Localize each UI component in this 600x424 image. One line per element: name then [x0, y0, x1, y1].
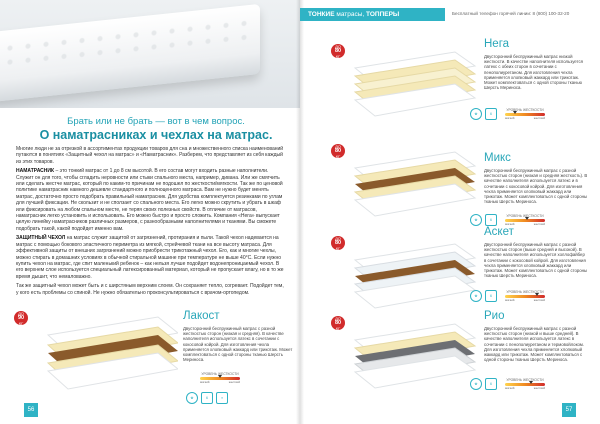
product-image-rio: [325, 312, 475, 408]
scale-bar: [505, 383, 545, 386]
badge-value: 80: [334, 319, 342, 326]
height-icon: [485, 378, 497, 390]
product-name-lakost: Лакост: [183, 310, 220, 322]
page-fold: [296, 0, 304, 424]
article-paragraph: [16, 168, 284, 232]
product-desc-lakost: Двусторонний беспружинный матрас с разной жесткостью сторон (низкая и средняя). В качестве наполнителя используется латекс в сочетании с кокосовой койрой. Для изготовления чехла применяется хлопковый жаккард или трикотаж. Может комплектоваться с одной стороны тканью Шерсть Мериноса.: [183, 326, 293, 363]
scale-max: жесткий: [533, 116, 545, 120]
product-name-nega: Нега: [484, 38, 510, 50]
article-paragraph: [16, 235, 284, 280]
tab-word-1: ТОНКИЕ: [308, 11, 335, 18]
scale-pointer: [529, 381, 533, 384]
product-desc-asket: Двусторонний беспружинный матрас с разной жесткостью сторон (выше средней и высокой). В качестве наполнителя используется холлофайбер в сочетании с кокосовой койрой. Для изготовления чехла применяется хлопковый жаккард или трикотаж. Может комплектоваться с одной стороны тканью Шерсть Мериноса.: [484, 242, 588, 279]
scale-label: УРОВЕНЬ ЖЕСТКОСТИ: [506, 214, 544, 218]
sheep-icon: ❀: [470, 378, 482, 390]
intro-subtitle: Брать или не брать — вот в чем вопрос.: [67, 116, 245, 127]
scale-min: мягкий: [505, 116, 515, 120]
badge-unit: КГ: [335, 245, 341, 251]
product-name-miks: Микс: [484, 152, 511, 164]
badge-top: ДО: [335, 143, 341, 149]
sheep-icon: ❀: [470, 214, 482, 226]
height-value: 6: [490, 382, 492, 386]
scale-max: жесткий: [533, 222, 545, 226]
scale-max: жесткий: [533, 386, 545, 390]
weight-badge: [331, 236, 345, 250]
badge-unit: КГ: [18, 320, 24, 326]
weight-badge: [331, 316, 345, 330]
product-desc-miks: Двусторонний беспружинный матрас с разной жесткостью сторон (низкая и средняя жесткость). В качестве наполнителя используется латекс и в сочетании с кокосовой койрой. Для изготовления чехла применяется хлопковый жаккард или трикотаж. Может комплектоваться с одной стороны тканью Шерсть Мериноса.: [484, 168, 588, 205]
badge-unit: КГ: [335, 53, 341, 59]
badge-value: 90: [17, 314, 25, 321]
scale-pointer: [525, 217, 529, 220]
article-body: [16, 146, 284, 299]
firmness-scale-nega: [505, 108, 545, 126]
intro-title: О наматрасниках и чехлах на матрас.: [39, 128, 273, 142]
height-icon: [485, 108, 497, 120]
badge-value: 80: [334, 239, 342, 246]
feature-icons-nega: [470, 108, 497, 120]
mattress-layers-lakost: [8, 305, 178, 401]
scale-bar: [505, 219, 545, 222]
feature-icons-rio: [470, 378, 497, 390]
weight-badge: [331, 144, 345, 158]
height-icon: [485, 214, 497, 226]
product-name-asket: Аскет: [484, 226, 514, 238]
sheep-icon: ❀: [186, 392, 198, 404]
firmness-scale-asket: [505, 290, 545, 308]
scale-pointer: [513, 111, 517, 114]
height-value: 6: [490, 294, 492, 298]
badge-top: ДО: [335, 43, 341, 49]
section-tab: [300, 8, 445, 21]
article-text: – это тонкий матрас от 1 до 8 см высотой. В его состав могут входить разные наполнители. Служит он для того, чтобы сгладить неровности или стыки спального места, например, дивана. Или же смягчить или сделать жестче матрас, который по каким-то причинам не подошел по жесткости/мягкости. Так же по ценовой политике наматрасник намного дешевле стандартного и полноценного матраса. Вам не нужно будет менять матрас, достаточно просто подобрать правильный наматрасник. Для удобства комплектуется резинками по углам для лучшей фиксации. Не скользит и не сползает со спального места. Его легко можно скрутить и убрать в шкаф или фиксировать на любом спальном месте, не теряя своих полезных свойств. В отличие от матрасов, наматрасник легко установить и использовать. Его можно быстро и просто сложить. Компания «Нега» выпускает целую линейку наматрасников различных размеров, с разнообразными наполнителями и тканями. Вы сможете подобрать такой, какой подойдет именно вам.: [16, 168, 283, 232]
height-value: 6: [490, 218, 492, 222]
scale-max: жесткий: [228, 380, 240, 384]
hero-photo: [0, 0, 300, 108]
term-cover: ЗАЩИТНЫЙ ЧЕХОЛ: [16, 235, 66, 242]
scale-label: УРОВЕНЬ ЖЕСТКОСТИ: [506, 108, 544, 112]
height-icon: [201, 392, 213, 404]
page-number-right: 57: [562, 403, 576, 417]
scale-label: УРОВЕНЬ ЖЕСТКОСТИ: [506, 378, 544, 382]
height-value: 6: [206, 396, 208, 400]
tab-word-2: матрасы,: [334, 11, 367, 18]
firmness-scale-lakost: [200, 372, 240, 390]
mattress-layers-miks: [325, 140, 485, 230]
layers-icon: ≡: [216, 392, 228, 404]
scale-min: мягкий: [505, 222, 515, 226]
sheep-icon: ❀: [470, 108, 482, 120]
scale-label: УРОВЕНЬ ЖЕСТКОСТИ: [201, 372, 239, 376]
product-image-miks: [325, 140, 475, 236]
scale-label: УРОВЕНЬ ЖЕСТКОСТИ: [506, 290, 544, 294]
badge-unit: КГ: [335, 153, 341, 159]
scale-max: жесткий: [533, 298, 545, 302]
product-desc-rio: Двусторонний беспружинный матрас с разной жесткостью сторон (низкой и выше средней). В качестве наполнителя используется латекс в сочетании с пенополиуретаном и термовойлоком. Для изготовления чехла применяется хлопковый жаккард или трикотаж. Может комплектоваться с одной стороны тканью Шерсть Мериноса.: [484, 326, 585, 363]
scale-min: мягкий: [505, 298, 515, 302]
feature-icons-asket: [470, 290, 497, 302]
badge-value: 80: [334, 47, 342, 54]
page-number-left: 56: [24, 403, 38, 417]
tab-word-3: ТОППЕРЫ: [366, 11, 400, 18]
height-icon: [485, 290, 497, 302]
article-text: на матрас служит защитой от загрязнений, протирания и пыли. Такой чехол надевается на матрас с помощью бокового эластичного периметра из мягкой, стрейчевой ткани на все высоту матраса. Для эффективной защиты от внешних загрязнений можно приобрести трикотажный чехол. Его, как и многие чехлы, можно стирать в домашних условиях в обычной стиральной машине при температуре не выше 40°С. Если нужно купить чехол на матрас, где спит маленький ребенок – как нельзя лучше подойдет водонепроницаемый чехол. В его верхнем слое используется специальный латексированный материал, который не пропускает влагу, но в то же время дышит, что немаловажно.: [16, 235, 284, 280]
weight-badge: [331, 44, 345, 58]
product-image-nega: [325, 40, 475, 136]
scale-pointer: [535, 293, 539, 296]
scale-bar: [200, 377, 240, 380]
product-image-lakost: [8, 305, 158, 401]
badge-unit: КГ: [335, 325, 341, 331]
weight-badge: [14, 311, 28, 325]
intro-heading: [28, 116, 284, 142]
scale-bar: [505, 113, 545, 116]
height-value: 6: [490, 112, 492, 116]
product-desc-nega: Двусторонний беспружинный матрас низкой жесткости. В качестве наполнителя используется латекс с обеих сторон в сочетании с пенополиуретаном. Для изготовления чехла применяется хлопковый жаккард или трикотаж. Может комплектоваться с одной стороны тканью Шерсть Мериноса.: [484, 54, 583, 91]
term-topper: НАМАТРАСНИК: [16, 168, 55, 175]
badge-value: 80: [334, 147, 342, 154]
scale-min: мягкий: [505, 386, 515, 390]
article-paragraph: Так же защитный чехол может быть и с ширстяным верхним слоем. Он сохраняет тепло, согревает. Подойдет тем, у кого есть проблемы со спиной. Не нужно обязательно проконсультироваться с врачом-ортопедом.: [16, 283, 284, 296]
scale-bar: [505, 295, 545, 298]
product-name-rio: Рио: [484, 310, 505, 322]
mattress-layers-rio: [325, 312, 485, 402]
mattress-layers-asket: [325, 232, 485, 322]
firmness-scale-rio: [505, 378, 545, 396]
feature-icons-miks: [470, 214, 497, 226]
sheep-icon: ❀: [470, 290, 482, 302]
badge-top: ДО: [335, 315, 341, 321]
badge-top: ДО: [18, 310, 24, 316]
feature-icons-lakost: [186, 392, 228, 404]
hotline-phone: Бесплатный телефон горячей линии: 8 (800) 100-32-20: [452, 11, 570, 16]
scale-pointer: [218, 375, 222, 378]
article-paragraph: Многие люди не за отрезкой в ассортиментах продукции товаров для сна и множественного списка наименований путаются в понятиях «Защитный чехол на матрас» и «Наматрасник». Разберем, что представляет из себя каждый из этих товаров.: [16, 146, 284, 165]
badge-top: ДО: [335, 235, 341, 241]
scale-min: мягкий: [200, 380, 210, 384]
mattress-layers-nega: [325, 40, 485, 130]
